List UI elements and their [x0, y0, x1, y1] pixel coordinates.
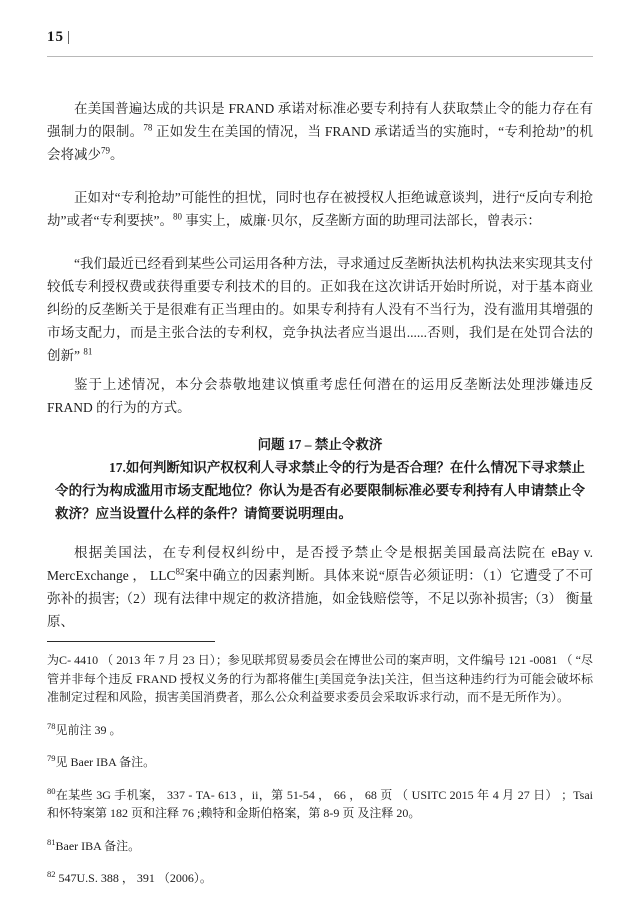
footnote-78	[47, 721, 593, 740]
paragraph-recommendation: 鉴于上述情况，本分会恭敬地建议慎重考虑任何潜在的运用反垄断法处理涉嫌违反 FRAND 的行为的方式。	[47, 377, 593, 415]
paragraph-holdup-concern	[47, 186, 593, 232]
footnote-ref-81: 81	[83, 346, 93, 357]
paragraph-baer-quote	[47, 252, 593, 367]
footnote-81	[47, 837, 593, 856]
footnote-separator-rule	[47, 641, 215, 642]
footnote-number-81: 81	[47, 836, 56, 847]
paragraph-text: 事实上，威廉·贝尔，反垄断方面的助理司法部长，曾表示：	[181, 213, 541, 228]
section-heading-question17: 问题 17 – 禁止令救济	[257, 437, 383, 452]
paragraph-text: 案中确立的因素判断。具体来说“原告必须证明：（1）它遭受了不可弥补的损害;（2）现有法律中规定的救济措施，如金钱赔偿等，不足以弥补损害;（3） 衡量原、	[47, 568, 593, 629]
footnote-text: 见 Baer IBA 备注。	[55, 755, 156, 769]
paragraph-text: 在美国普遍达成的共识是 FRAND 承诺对标准必要专利持有人获取禁止令的能力存在有强制力的限制。	[47, 101, 593, 139]
page-number-separator: |	[67, 29, 71, 45]
footnote-ref-78: 78	[143, 122, 153, 133]
paragraph-frand-consensus	[47, 97, 593, 166]
footnote-text: 在某些 3G 手机案， 337 - TA- 613 ，ii，第 51-54 ， 66 ， 68 页 （ USITC 2015 年 4 月 27 日） ；Tsai 和怀特案第 182 页和注释 76 ;赖特和金斯伯格案，第 8-9 页 及注释 20。	[47, 787, 593, 820]
footnote-number-79: 79	[47, 753, 56, 763]
footnote-ref-82: 82	[175, 566, 185, 577]
footnote-text: Baer IBA 备注。	[55, 838, 141, 853]
footnote-text: 547U.S. 388 ， 391 （2006）。	[55, 871, 212, 885]
question-17-text: 17.如何判断知识产权权利人寻求禁止令的行为是否合理？在什么情况下寻求禁止令的行为构成滥用市场支配地位？你认为是否有必要限制标准必要专利持有人申请禁止令救济？应当设置什么样的条件？请简要说明理由。	[55, 460, 585, 521]
page-number-row	[47, 28, 593, 50]
footnote-text: 见前注 39 。	[55, 722, 122, 737]
paragraph-ebay-factors	[47, 541, 593, 633]
quote-text: “我们最近已经看到某些公司运用各种方法，寻求通过反垄断执法机构执法来实现其支付较低专利授权费或获得重要专利技术的目的。正如我在这次讲话开始时所说，对于基本商业纠纷的反垄断关于是很难有正当理由的。如果专利持有人没有不当行为，没有滥用其增强的市场支配力，而是主张合法的专利权，竞争执法者应当退出......否则，我们是在处罚合法的创新”	[47, 256, 593, 363]
footnote-number-78: 78	[47, 720, 56, 731]
footnote-number-82: 82	[47, 869, 56, 879]
footnote-80	[47, 786, 593, 823]
footnote-79	[47, 753, 593, 772]
paragraph-text: 。	[110, 147, 124, 162]
footnote-continuation: 为C- 4410 （ 2013 年 7 月 23 日）；参见联邦贸易委员会在博世公司的案声明，文件编号 121 -0081 （ “尽管并非每个违反 FRAND 授权义务的行为都将催生[美国竞争法]关注，但当这种违约行为可能会破坏标准制定过程和风险，损害美国消费者，那么公众利益要求委员会采取诉求行动，而不是无所作为）。	[47, 653, 593, 704]
paragraph-text: 正如对“专利抢劫”可能性的担忧，同时也存在被授权人拒绝诚意谈判，进行“反向专利抢劫”或者“专利要挟”。	[47, 190, 593, 228]
footnote-ref-79: 79	[101, 145, 110, 156]
paragraph-text: 正如发生在美国的情况，当 FRAND 承诺适当的实施时，“专利抢劫”的机会将减少	[47, 124, 594, 162]
paragraph-text: 根据美国法，在专利侵权纠纷中，是否授予禁止令是根据美国最高法院在 eBay v. MercExchange ， LLC	[47, 545, 593, 583]
footnotes-section	[47, 641, 593, 888]
footnote-ref-80: 80	[172, 211, 182, 222]
footnote-number-80: 80	[47, 785, 56, 796]
document-body	[47, 97, 593, 633]
page-number: 15	[47, 29, 64, 45]
page-header	[47, 28, 593, 57]
header-rule	[47, 56, 593, 57]
footnote-82	[47, 869, 593, 888]
